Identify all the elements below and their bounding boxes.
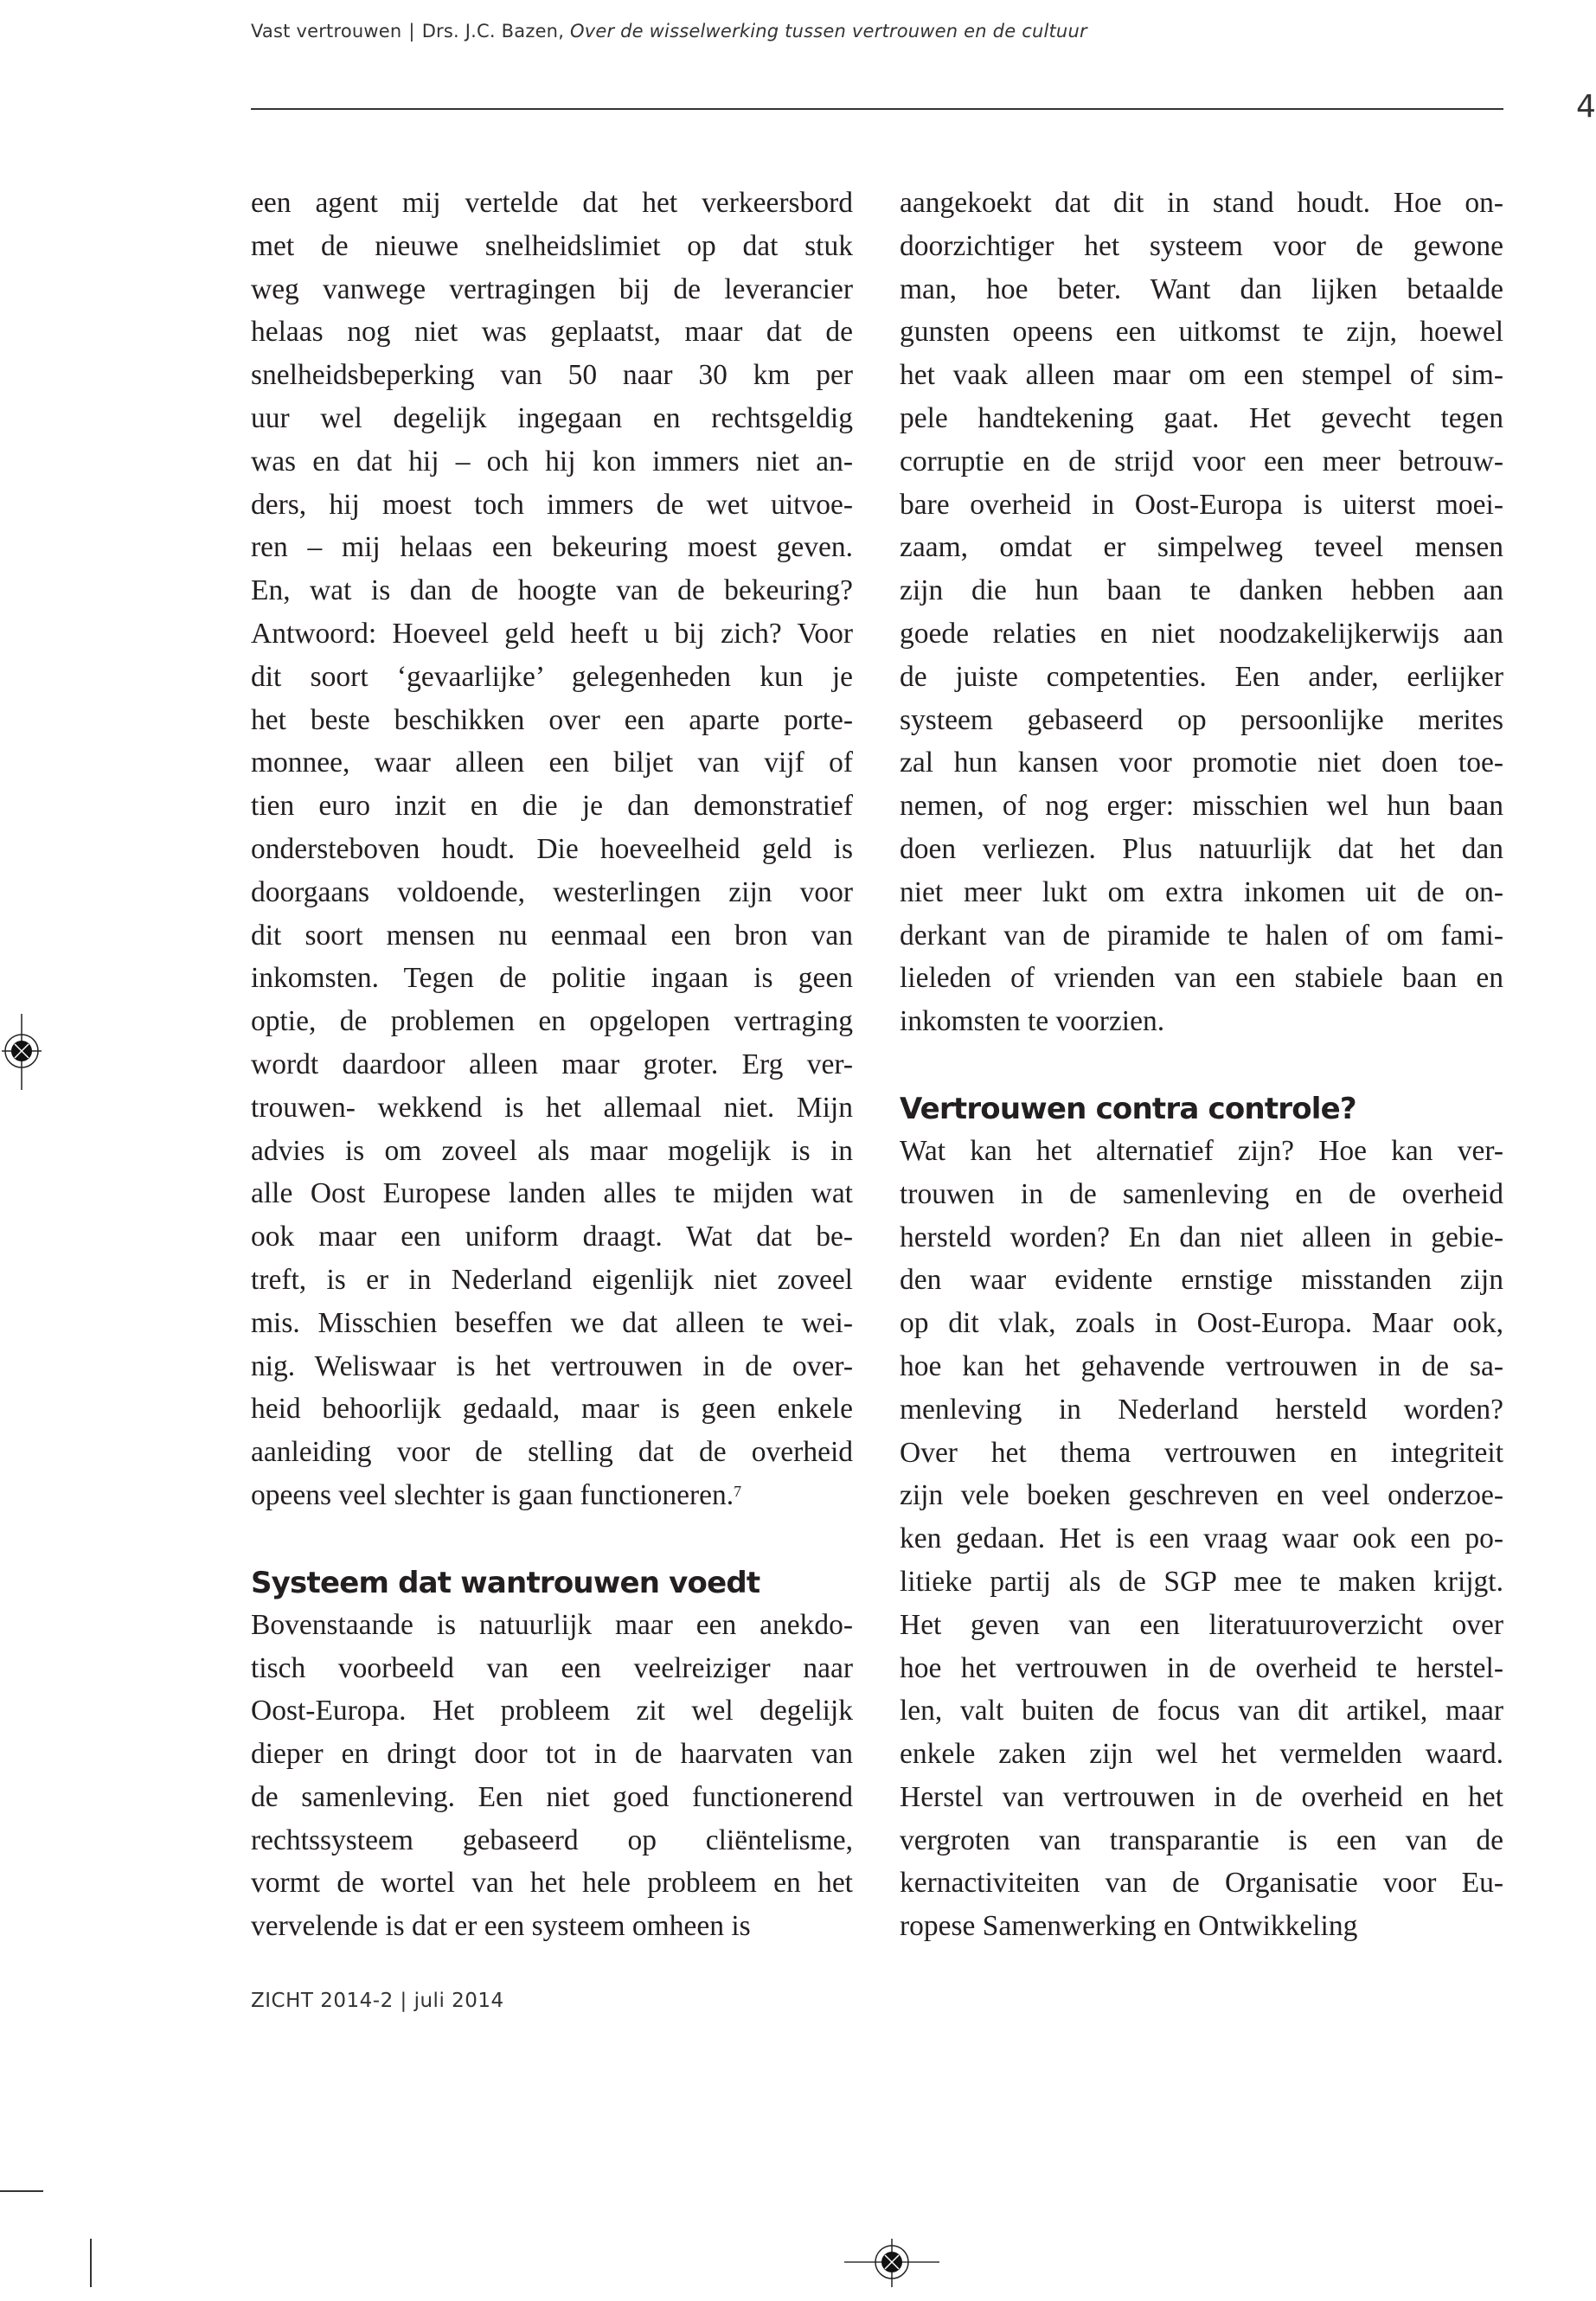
text-line-content: man, hoe beter. Want dan lijken betaalde [900,272,1503,305]
text-line-content: ken gedaan. Het is een vraag waar ook een po- [900,1522,1503,1555]
text-line-content: ondersteboven houdt. Die hoeveelheid geld is [251,832,853,865]
text-line-content: inkomsten. Tegen de politie ingaan is geen [251,962,853,995]
text-line-content: kernactiviteiten van de Organisatie voor Eu- [900,1867,1503,1900]
text-line [251,785,853,828]
text-line-content: alle Oost Europese landen alles te mijden wat [251,1177,853,1210]
text-line-content: tien euro inzit en die je dan demonstratief [251,790,853,823]
text-line [251,1604,853,1647]
text-line-content: nig. Weliswaar is het vertrouwen in de over- [251,1349,853,1382]
text-line-content: doorgaans voldoende, westerlingen zijn voor [251,875,853,908]
text-line [251,1259,853,1302]
text-line [900,311,1503,354]
text-line-content: zaam, omdat er simpelweg teveel mensen [900,531,1503,564]
text-line-content: aanleiding voor de stelling dat de overheid [251,1436,853,1469]
section-gap [251,1517,853,1562]
text-line [900,484,1503,527]
text-line-content: Oost-Europa. Het probleem zit wel degelijk [251,1695,853,1727]
text-line [900,1776,1503,1819]
text-line [251,268,853,311]
text-line [251,1345,853,1388]
text-line-content: nemen, of nog erger: misschien wel hun baan [900,790,1503,823]
text-line-content: menleving in Nederland hersteld worden? [900,1393,1503,1426]
text-line [900,397,1503,440]
text-line-content: zijn vele boeken geschreven en veel onderzoe- [900,1479,1503,1512]
text-line [251,699,853,742]
header-rule [251,108,1503,110]
text-line [900,225,1503,268]
text-line-content: dit soort ‘gevaarlijke’ gelegenheden kun je [251,660,853,693]
text-line [251,1776,853,1819]
text-line-content: zijn die hun baan te danken hebben aan [900,574,1503,607]
left-column [251,182,853,1948]
text-line [900,1862,1503,1905]
section-heading-vertrouwen: Vertrouwen contra controle? [900,1091,1356,1126]
text-line [900,569,1503,612]
running-head-separator: | [408,21,415,42]
text-line [251,957,853,1000]
left-paragraph-2 [251,1604,853,1948]
text-line [900,1561,1503,1604]
text-line-content: mis. Misschien beseffen we dat alleen te wei- [251,1306,853,1339]
text-line [251,1388,853,1431]
right-column [900,182,1503,1948]
text-line-content: dit soort mensen nu eenmaal een bron van [251,919,853,952]
text-line [900,1432,1503,1475]
left-paragraph-1 [251,182,853,1517]
crop-mark-vertical [90,2239,92,2287]
right-paragraph-2 [900,1130,1503,1948]
text-line-content: hoe kan het gehavende vertrouwen in de sa- [900,1349,1503,1382]
text-line [900,1689,1503,1733]
text-line-content: aangekoekt dat dit in stand houdt. Hoe on- [900,187,1503,219]
text-line-content: Bovenstaande is natuurlijk maar een anekdo- [251,1608,853,1641]
text-line [900,354,1503,397]
text-line [251,1689,853,1733]
right-paragraph-1 [900,182,1503,1043]
text-line-content: goede relaties en niet noodzakelijkerwijs aan [900,617,1503,650]
text-line [900,914,1503,958]
text-line-content: weg vanwege vertragingen bij de leverancier [251,272,853,305]
text-line [900,526,1503,569]
text-line-content: zal hun kansen voor promotie niet doen toe- [900,747,1503,779]
text-line-content: het beste beschikken over een aparte porte- [251,703,853,736]
text-line [251,440,853,484]
text-line-content: tisch voorbeeld van een veelreiziger naar [251,1651,853,1684]
text-line-content: vervelende is dat er een systeem omheen is [251,1910,751,1943]
section-heading-systeem: Systeem dat wantrouwen voedt [251,1565,760,1600]
text-line [251,914,853,958]
text-line-content: de samenleving. Een niet goed functionerend [251,1780,853,1813]
text-line [251,1172,853,1215]
text-line [251,1431,853,1474]
text-line-content: hersteld worden? En dan niet alleen in gebie- [900,1221,1503,1253]
text-line [900,1259,1503,1302]
text-line-content: de juiste competenties. Een ander, eerlijker [900,660,1503,693]
text-line [251,1819,853,1862]
text-line-content: advies is om zoveel als maar mogelijk is in [251,1134,853,1167]
text-line-content: trouwen in de samenleving en de overheid [900,1177,1503,1210]
text-line [900,1733,1503,1776]
text-line [900,871,1503,914]
text-line-content: pele handtekening gaat. Het gevecht tegen [900,401,1503,434]
text-line [251,484,853,527]
text-line-content: systeem gebaseerd op persoonlijke merites [900,703,1503,736]
running-head [251,21,1087,42]
text-line-content: Antwoord: Hoeveel geld heeft u bij zich? Voor [251,617,853,650]
text-line-content: ook maar een uniform draagt. Wat dat be- [251,1221,853,1253]
text-line-content: treft, is er in Nederland eigenlijk niet zoveel [251,1263,853,1296]
text-line [900,1388,1503,1432]
text-line-content: derkant van de piramide te halen of om fami- [900,919,1503,952]
text-line [251,1000,853,1043]
text-line [900,1647,1503,1690]
text-line-content: corruptie en de strijd voor een meer betrouw- [900,445,1503,478]
text-line [251,354,853,397]
text-line-content: uur wel degelijk ingegaan en rechtsgeldig [251,401,853,434]
text-line-content: len, valt buiten de focus van dit artikel, maar [900,1695,1503,1727]
text-line [251,1043,853,1086]
text-line [900,1302,1503,1345]
text-line [251,225,853,268]
text-line [251,612,853,656]
text-line [251,1647,853,1690]
text-line [900,957,1503,1000]
text-line [251,828,853,871]
text-line-content: wordt daardoor alleen maar groter. Erg ver- [251,1048,853,1080]
text-line [900,1345,1503,1388]
text-line [251,526,853,569]
text-line [251,311,853,354]
text-line-content: vergroten van transparantie is een van de [900,1823,1503,1856]
text-line-content: ders, hij moest toch immers de wet uitvoe- [251,488,853,521]
text-line [900,699,1503,742]
text-line-content: heid behoorlijk gedaald, maar is geen enkele [251,1393,853,1426]
text-line-content: monnee, waar alleen een biljet van vijf of [251,747,853,779]
text-line-content: gunsten opeens een uitkomst te zijn, hoewel [900,316,1503,349]
text-line [900,1474,1503,1517]
text-line [900,1000,1503,1043]
text-line-content: vormt de wortel van het hele probleem en het [251,1867,853,1900]
running-head-article-title: Over de wisselwerking tussen vertrouwen en de cultuur [569,21,1087,42]
text-line [251,1733,853,1776]
text-line-content: doorzichtiger het systeem voor de gewone [900,229,1503,262]
text-line [900,785,1503,828]
text-line-content: het vaak alleen maar om een stempel of sim- [900,359,1503,392]
text-line [251,1215,853,1259]
text-line-content: Herstel van vertrouwen in de overheid en het [900,1780,1503,1813]
text-line [900,182,1503,225]
text-line [251,1130,853,1173]
text-line-content: hoe het vertrouwen in de overheid te herstel- [900,1651,1503,1684]
text-line-content: litieke partij als de SGP mee te maken krijgt. [900,1565,1503,1598]
text-line-content: inkomsten te voorzien. [900,1005,1165,1038]
text-line [251,1086,853,1130]
text-line-content: dieper en dringt door tot in de haarvaten van [251,1738,853,1771]
text-line-content: snelheidsbeperking van 50 naar 30 km per [251,359,853,392]
registration-mark-left-icon [2,1014,42,1090]
text-line-content: ropese Samenwerking en Ontwikkeling [900,1910,1358,1943]
registration-mark-bottom-icon [844,2239,939,2287]
text-line-content: lieleden of vrienden van een stabiele baan en [900,962,1503,995]
text-line-content: opeens veel slechter is gaan functioneren. [251,1478,734,1511]
page-number: 4 [1576,89,1596,125]
text-line-content: rechtssysteem gebaseerd op cliëntelisme, [251,1823,853,1856]
text-line-content: was en dat hij – och hij kon immers niet an- [251,445,853,478]
text-line [900,828,1503,871]
text-line-content: Het geven van een literatuuroverzicht over [900,1608,1503,1641]
text-line [900,656,1503,699]
running-head-author: Drs. J.C. Bazen, [421,21,565,42]
text-line-content: bare overheid in Oost-Europa is uiterst moei- [900,488,1503,521]
text-line [900,1819,1503,1862]
text-line-content: niet meer lukt om extra inkomen uit de on- [900,875,1503,908]
text-line-content: ren – mij helaas een bekeuring moest geven. [251,531,853,564]
text-line [900,1173,1503,1216]
text-line-content: optie, de problemen en opgelopen vertraging [251,1005,853,1038]
text-line [900,1517,1503,1561]
text-line-content: een agent mij vertelde dat het verkeersbord [251,187,853,219]
text-line [900,440,1503,484]
text-line-content: trouwen- wekkend is het allemaal niet. Mijn [251,1091,853,1124]
text-line [900,1905,1503,1948]
text-line [251,1474,853,1517]
text-line-content: den waar evidente ernstige misstanden zijn [900,1264,1503,1297]
text-line-content: Over het thema vertrouwen en integriteit [900,1436,1503,1469]
text-line [251,569,853,612]
text-line [900,1216,1503,1259]
text-line [900,741,1503,785]
text-line [251,1302,853,1345]
text-line-content: enkele zaken zijn wel het vermelden waard. [900,1738,1503,1771]
text-line-content: helaas nog niet was geplaatst, maar dat de [251,316,853,349]
text-line [251,656,853,699]
section-gap [900,1043,1503,1088]
text-line-content: En, wat is dan de hoogte van de bekeuring? [251,574,853,607]
text-line [251,741,853,785]
text-line [251,1862,853,1905]
text-line [900,1130,1503,1173]
text-line-content: Wat kan het alternatief zijn? Hoe kan ver- [900,1134,1503,1167]
text-line-content: op dit vlak, zoals in Oost-Europa. Maar ook, [900,1307,1503,1340]
text-line-content: doen verliezen. Plus natuurlijk dat het dan [900,832,1503,865]
text-line [900,1604,1503,1647]
text-line [251,871,853,914]
text-line [251,182,853,225]
footer-issue-info: ZICHT 2014-2 | juli 2014 [251,1990,504,2012]
text-line [251,1905,853,1948]
running-head-section: Vast vertrouwen [251,21,402,42]
footnote-reference[interactable]: 7 [734,1482,742,1500]
crop-mark-horizontal [0,2190,43,2192]
text-line-content: met de nieuwe snelheidslimiet op dat stuk [251,229,853,262]
text-line [251,397,853,440]
text-line [900,612,1503,656]
text-line [900,268,1503,311]
